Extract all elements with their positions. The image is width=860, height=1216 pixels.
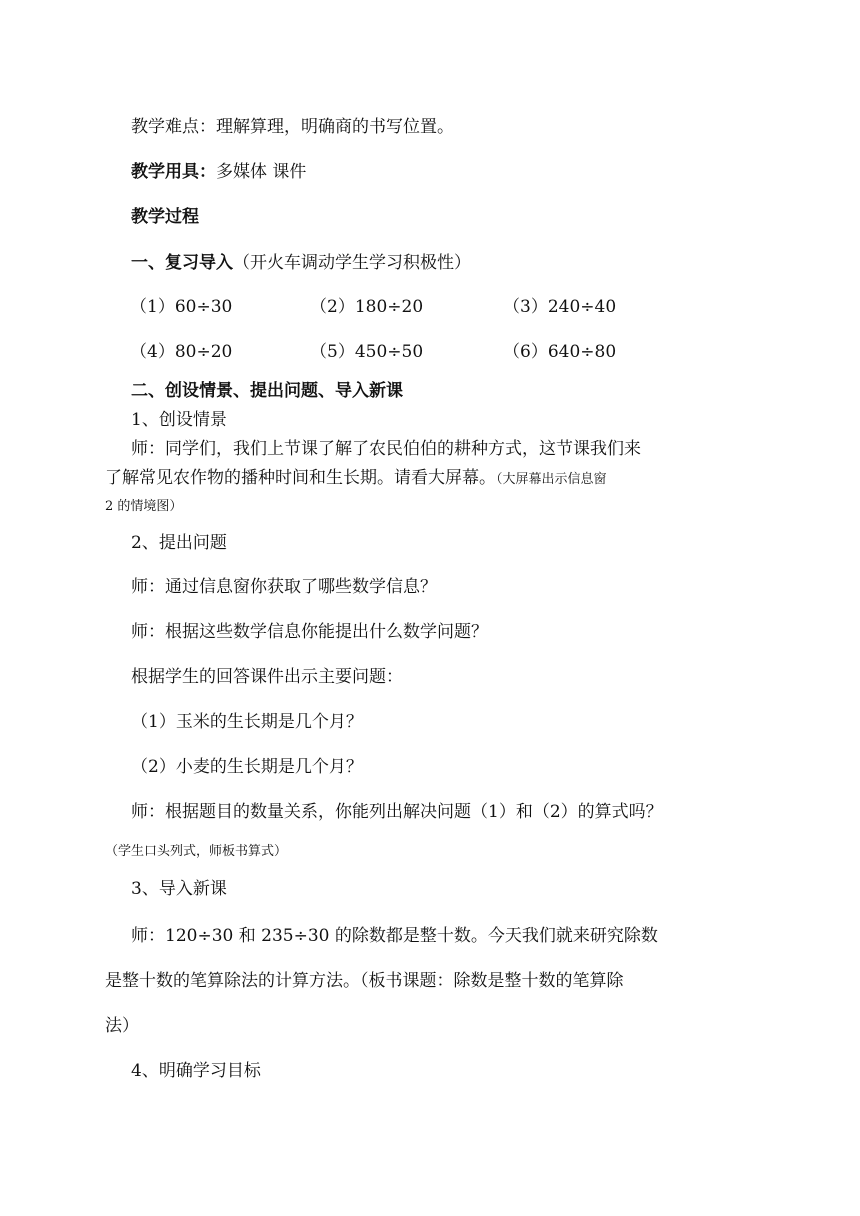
problem-1: （1）玉米的生长期是几个月？ bbox=[131, 712, 363, 732]
teaching-difficulty bbox=[131, 116, 454, 138]
exercise-2: （2）180÷20 bbox=[310, 297, 424, 317]
screen-note-a: （大屏幕出示信息窗 bbox=[496, 472, 607, 487]
teacher-line-1b bbox=[105, 467, 607, 491]
intro-line-3: 法） bbox=[105, 1016, 139, 1036]
question-3: 根据学生的回答课件出示主要问题： bbox=[131, 667, 403, 687]
difficulty-text: 理解算理，明确商的书写位置。 bbox=[216, 117, 454, 137]
section1-title: 一、复习导入 bbox=[131, 253, 233, 273]
question-4-note: （学生口头列式，师板书算式） bbox=[105, 844, 288, 859]
question-1: 师：通过信息窗你获取了哪些数学信息？ bbox=[131, 577, 437, 597]
exercise-5: （5）450÷50 bbox=[310, 342, 424, 362]
sub-heading-1: 1、创设情景 bbox=[131, 410, 227, 430]
exercise-3: （3）240÷40 bbox=[503, 297, 617, 317]
section2-title: 二、创设情景、提出问题、导入新课 bbox=[131, 381, 403, 401]
section1-heading bbox=[131, 252, 471, 274]
process-heading: 教学过程 bbox=[131, 207, 199, 227]
section1-note: （开火车调动学生学习积极性） bbox=[233, 253, 471, 273]
tools-text: 多媒体 课件 bbox=[216, 162, 307, 182]
exercise-6: （6）640÷80 bbox=[503, 342, 617, 362]
exercise-1: （1）60÷30 bbox=[130, 297, 233, 317]
sub-heading-2: 2、提出问题 bbox=[131, 533, 227, 553]
difficulty-label: 教学难点： bbox=[131, 117, 216, 137]
teacher-line-1a: 师：同学们，我们上节课了解了农民伯伯的耕种方式，这节课我们来 bbox=[131, 439, 641, 459]
intro-line-1: 师：120÷30 和 235÷30 的除数都是整十数。今天我们就来研究除数 bbox=[131, 926, 658, 946]
sub-heading-4: 4、明确学习目标 bbox=[131, 1061, 261, 1081]
intro-line-2: 是整十数的笔算除法的计算方法。（板书课题：除数是整十数的笔算除 bbox=[105, 971, 624, 991]
sub-heading-3: 3、导入新课 bbox=[131, 879, 227, 899]
teacher-line-1b-text: 了解常见农作物的播种时间和生长期。请看大屏幕。 bbox=[105, 468, 496, 488]
teaching-tools bbox=[131, 161, 306, 183]
problem-2: （2）小麦的生长期是几个月？ bbox=[131, 757, 363, 777]
question-4: 师：根据题目的数量关系，你能列出解决问题（1）和（2）的算式吗？ bbox=[131, 802, 663, 822]
question-2: 师：根据这些数学信息你能提出什么数学问题？ bbox=[131, 622, 488, 642]
screen-note-b: 2 的情境图） bbox=[105, 499, 183, 514]
exercise-4: （4）80÷20 bbox=[130, 342, 233, 362]
tools-label: 教学用具： bbox=[131, 162, 216, 182]
